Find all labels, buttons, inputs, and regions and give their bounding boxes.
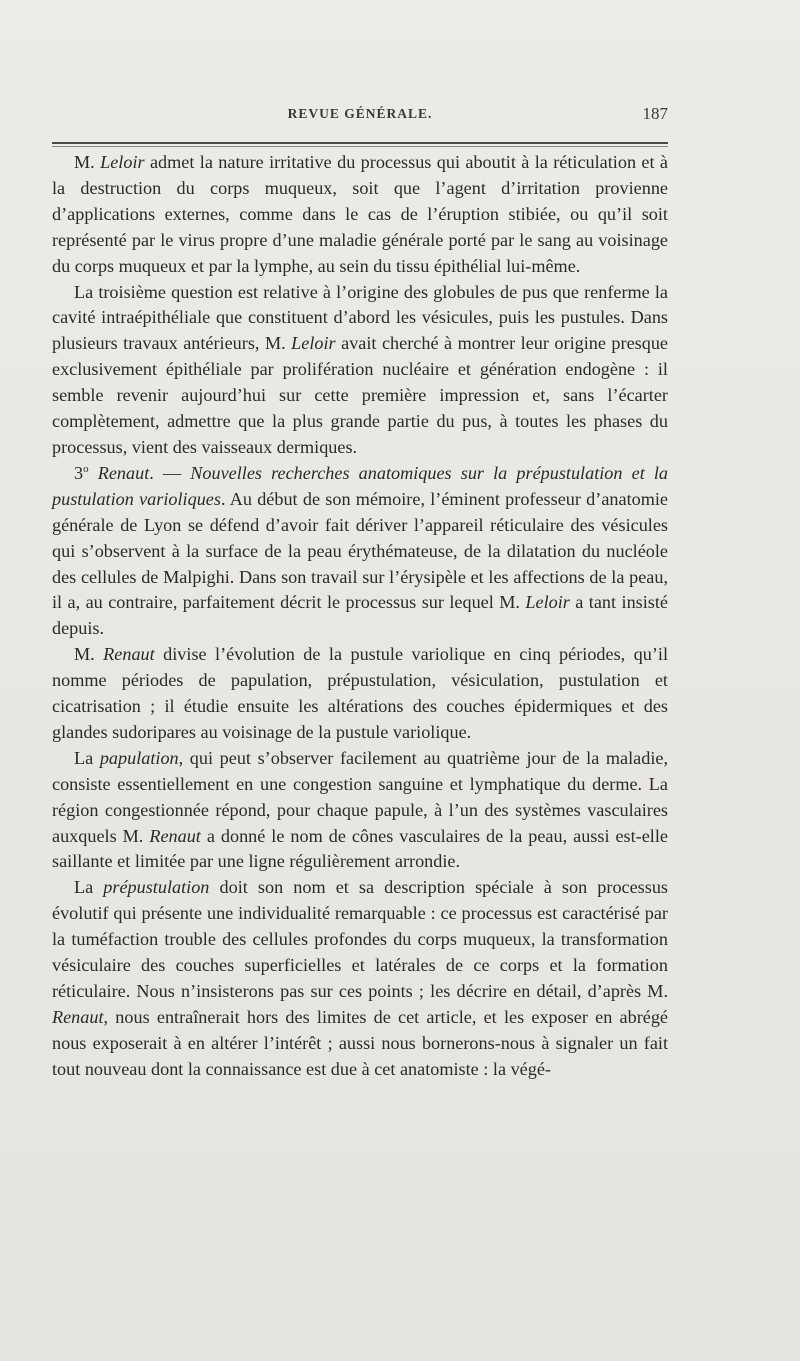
italic-text: Leloir: [100, 152, 145, 172]
paragraph: [52, 875, 668, 1082]
text-run: , qui peut s’observer facilement au quatrième jour de la maladie, consiste essentiellement en une congestion sanguine et lymphatique du derme. La région congestionnée répond, pour chaque papule, à l’un des systèmes vasculaires auxquels M.: [52, 747, 668, 846]
text-run: La: [74, 747, 100, 768]
italic-text: Renaut: [52, 1006, 104, 1027]
superscript-text: o: [83, 462, 89, 475]
text-run: admet la nature irritative du processus qui aboutit à la réticulation et à la destruction du corps muqueux, soit que l’agent d’irritation provienne d’applications externes, comme dans le cas de l’éruption stibiée, ou qu’il soit représenté par le virus propre d’une maladie générale porté par le sang au voisinage du corps muqueux et par la lymphe, au sein du tissu épithélial lui-même.: [52, 152, 669, 276]
paragraph: [52, 461, 668, 642]
text-run: divise l’évolution de la pustule variolique en cinq périodes, qu’il nomme périodes de papulation, prépustulation, vésiculation, pustulation et cicatrisation ; il étudie ensuite les altérations des couches épidermiques et des glandes sudoripares au voisinage de la pustule variolique.: [52, 644, 669, 742]
italic-text: Renaut: [103, 644, 155, 665]
text-run: 3: [74, 462, 84, 483]
italic-text: papulation: [99, 747, 179, 768]
paragraph: [52, 746, 668, 876]
italic-text: Leloir: [291, 333, 336, 354]
italic-text: Leloir: [525, 592, 570, 613]
text-run: [89, 463, 98, 483]
text-run: a tant insisté depuis.: [52, 592, 668, 639]
text-run: . Au début de son mémoire, l’éminent professeur d’anatomie générale de Lyon se défend d’avoir fait dériver l’appareil réticulaire des vésicules qui s’observent à la surface de la peau érythémateuse, de la dilatation du nucléole des cellules de Malpighi. Dans son travail sur l’érysipèle et les affections de la peau, il a, au contraire, parfaitement décrit le processus sur lequel M.: [52, 488, 668, 613]
paragraph: [52, 150, 668, 280]
text-run: La troisième question est relative à l’origine des globules de pus que renferme la cavité intraépithéliale que constituent d’abord les vésicules, puis les pustules. Dans plusieurs travaux antérieurs, M.: [52, 281, 668, 354]
text-run: . —: [149, 462, 191, 483]
text-run: , nous entraînerait hors des limites de cet article, et les exposer en abrégé nous exposerait à en altérer l’intérêt ; aussi nous bornerons-nous à signaler un fait tout nouveau dont la connaissance est due à cet anatomiste : la végé-: [52, 1006, 668, 1079]
italic-text: Nouvelles recherches anatomiques sur la prépustulation et la pustulation varioliques: [52, 462, 669, 509]
paragraph: [52, 280, 668, 461]
italic-text: Renaut: [97, 462, 150, 483]
paragraph: [52, 642, 668, 746]
text-run: M.: [74, 152, 101, 172]
italic-text: Renaut: [149, 825, 201, 846]
text-run: a donné le nom de cônes vasculaires de la peau, aussi est-elle saillante et limitée par une ligne régulièrement arrondie.: [52, 825, 668, 872]
header-rule: [52, 142, 668, 144]
text-run: avait cherché à montrer leur origine presque exclusivement épithéliale par prolifération nucléaire et génération endogène : il semble revenir aujourd’hui sur cette première impression et, sans l’écarter complètement, admettre que la plus grande partie du pus, à toutes les phases du processus, vient des vaisseaux dermiques.: [52, 333, 668, 457]
text-run: doit son nom et sa description spéciale à son processus évolutif qui présente une individualité remarquable : ce processus est caractérisé par la tuméfaction trouble des cellules profondes du corps muqueux, la transformation vésiculaire des couches superficielles et latérales de ce corps et la formation réticulaire. Nous n’insisterons pas sur ces points ; les décrire en détail, d’après M.: [52, 877, 669, 1001]
running-header: [52, 104, 668, 128]
running-title: REVUE GÉNÉRALE.: [287, 106, 433, 121]
text-run: M.: [74, 644, 104, 665]
italic-text: prépustulation: [103, 877, 210, 898]
body-text: [52, 150, 668, 1083]
page-number: 187: [642, 104, 668, 123]
text-run: La: [74, 877, 104, 898]
